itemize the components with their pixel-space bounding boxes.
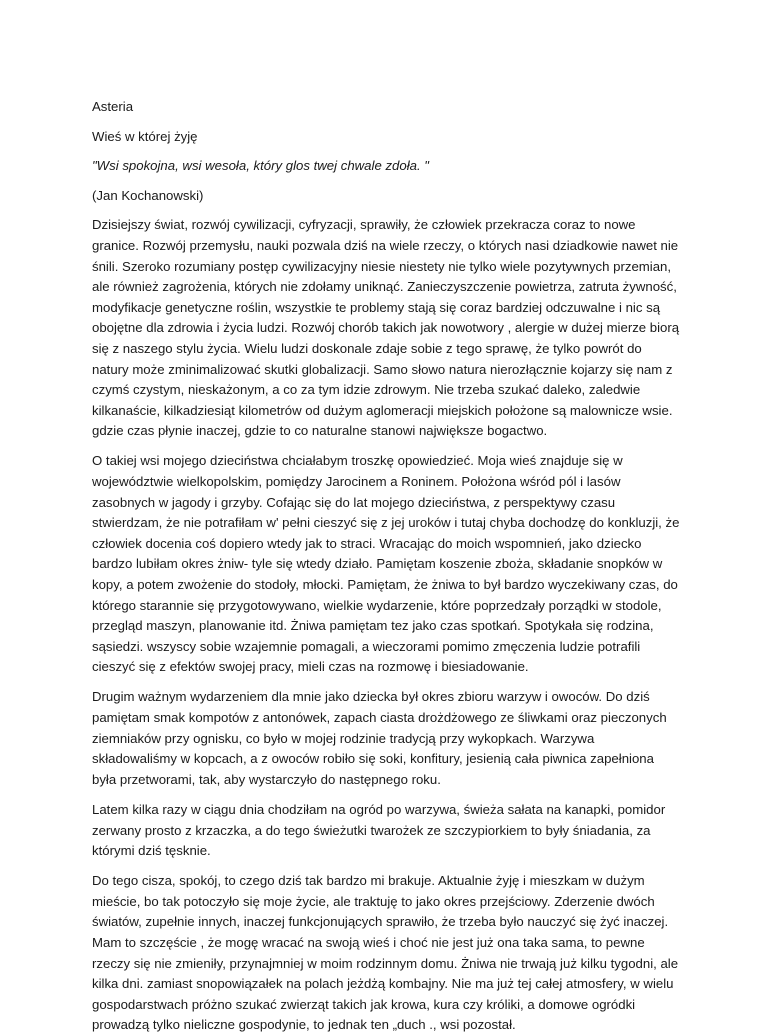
epigraph-author: (Jan Kochanowski) — [92, 187, 204, 203]
paragraph: Do tego cisza, spokój, to czego dziś tak bardzo mi brakuje. Aktualnie żyję i mieszkam w dużym mieście, bo tak potoczyło się moje życie, ale traktuję to jako okres przejściowy. Zderzenie dwóch światów, zupełnie innych, inaczej funkcjonujących sprawiło, że trzeba było nauczyć się żyć inaczej. Mam to szczęście , że mogę wracać na swoją wieś i choć nie jest już ona taka sama, to pewne rzeczy się nie zmieniły, przynajmniej w moim rodzinnym domu. Żniwa nie trwają już kilku tygodni, ale kilka dni. zamiast snopowiązałek na polach jeżdżą kombajny. Nie ma już tej całej atmosfery, w wielu gospodarstwach próżno szukać zwierząt takich jak krowa, kura czy króliki, a domowe ogródki prowadzą tylko nieliczne gospodynie, to jednak ten „duch ., wsi pozostał. — [92, 873, 679, 1033]
author-line: Asteria — [92, 99, 134, 114]
epigraph: "Wsi spokojna, wsi wesoła, który glos twej chwale zdoła. " — [92, 158, 429, 174]
paragraph: Drugim ważnym wydarzeniem dla mnie jako dziecka był okres zbioru warzyw i owoców. Do dziś pamiętam smak kompotów z antonówek, zapach ciasta drożdżowego ze śliwkami oraz pieczonych ziemniaków przy ognisku, co było w mojej rodzinie tradycją przy wykopkach. Warzywa składowaliśmy w kopcach, a z owoców robiło się soki, konfitury, jesienią cała piwnica zapełniona była przetworami, tak, aby wystarczyło do następnego roku. — [92, 689, 667, 787]
paragraph: O takiej wsi mojego dzieciństwa chciałabym troszkę opowiedzieć. Moja wieś znajduje się w województwie wielkopolskim, pomiędzy Jarocinem a Roninem. Położona wśród pól i lasów zasobnych w jagody i grzyby. Cofając się do lat mojego dzieciństwa, z perspektywy czasu stwierdzam, że nie potrafiłam w' pełni cieszyć się z jej uroków i tutaj chyba dochodzę do konkluzji, że człowiek docenia coś dopiero wtedy jak to straci. Wracając do moich wspomnień, jako dziecko bardzo lubiłam okres żniw- tyle się wtedy działo. Pamiętam koszenie zboża, składanie snopków w kopy, a potem zwożenie do stodoły, młocki. Pamiętam, że żniwa to był bardzo wyczekiwany czas, do którego starannie się przygotowywano, wielkie wydarzenie, które poprzedzały porządki w stodole, przegląd maszyn, planowanie itd. Żniwa pamiętam tez jako czas spotkań. Spotykała się rodzina, sąsiedzi. wszyscy sobie wzajemnie pomagali, a wieczorami pomimo zmęczenia ludzie potrafili cieszyć się z efektów swojej pracy, mieli czas na rozmowę i biesiadowanie. — [92, 453, 680, 675]
document-title: Wieś w której żyję — [92, 128, 198, 144]
paragraph: Dzisiejszy świat, rozwój cywilizacji, cyfryzacji, sprawiły, że człowiek przekracza coraz to nowe granice. Rozwój przemysłu, nauki pozwala dziś na wiele rzeczy, o których nasi dziadkowie nawet nie śnili. Szeroko rozumiany postęp cywilizacyjny niesie niestety nie tylko wiele pozytywnych przemian, ale również zagrożenia, których nie zdołamy uniknąć. Zanieczyszczenie powietrza, zatruta żywność, modyfikacje genetyczne roślin, wszystkie te problemy stają się coraz bardziej odczuwalne i nic są obojętne dla zdrowia i życia ludzi. Rozwój chorób takich jak nowotwory , alergie w dużej mierze biorą się z naszego stylu życia. Wielu ludzi doskonale zdaje sobie z tego sprawę, że tylko powrót do natury może zminimalizować skutki globalizacji. Samo słowo natura nierozłącznie kojarzy się nam z czymś czystym, nieskażonym, a co za tym idzie zdrowym. Nie trzeba szukać daleko, zaledwie kilkanaście, kilkadziesiąt kilometrów od dużym aglomeracji miejskich położone są malownicze wsie. gdzie czas płynie inaczej, gdzie to co naturalne stanowi największe bogactwo. — [92, 217, 680, 439]
paragraph: Latem kilka razy w ciągu dnia chodziłam na ogród po warzywa, świeża sałata na kanapki, pomidor zerwany prosto z krzaczka, a do tego świeżutki twarożek ze szczypiorkiem to były śniadania, za którymi dziś tęsknie. — [92, 801, 666, 859]
